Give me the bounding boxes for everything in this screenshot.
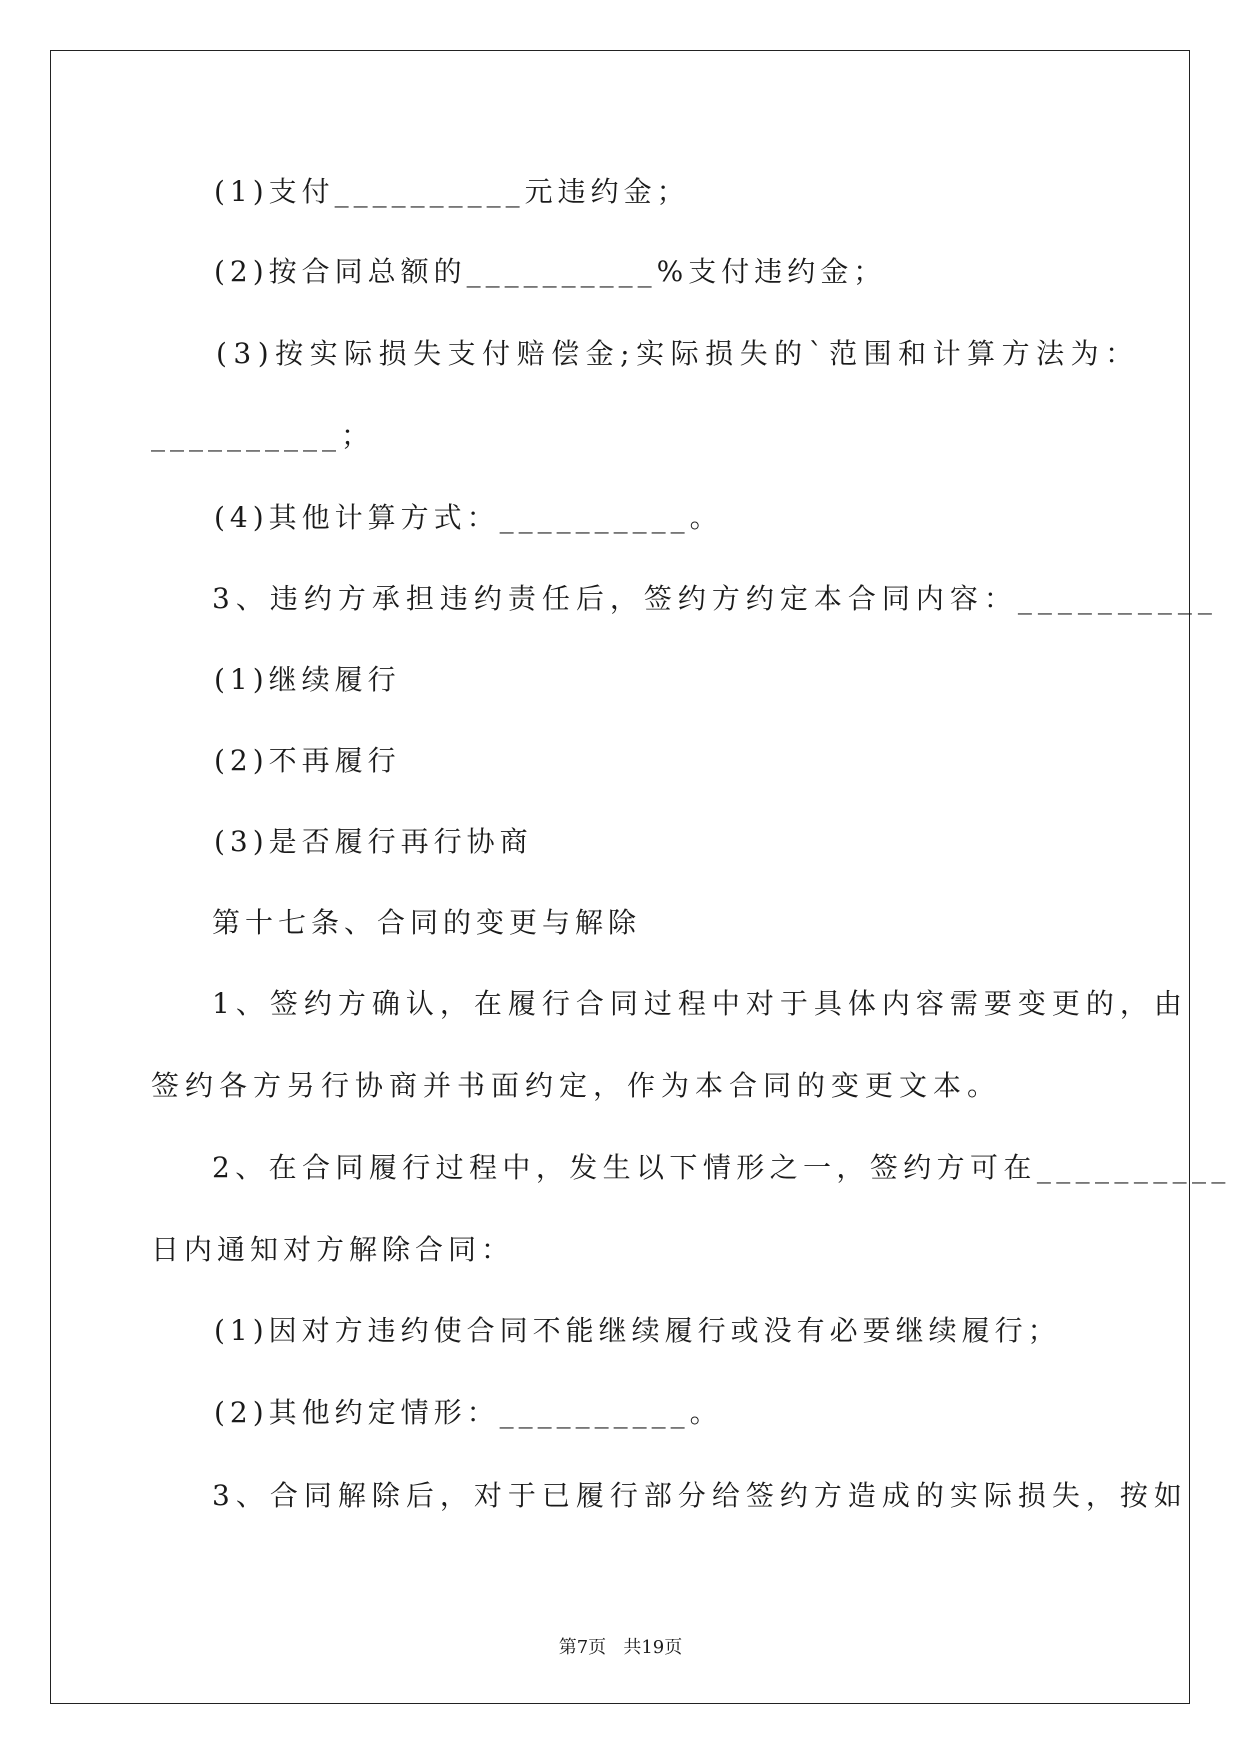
- text-line: (2)按合同总额的__________%支付违约金；: [214, 255, 887, 288]
- text-line: 1、签约方确认，在履行合同过程中对于具体内容需要变更的，由: [212, 987, 1188, 1020]
- text-line: (3)按实际损失支付赔偿金;实际损失的`范围和计算方法为：: [216, 337, 1140, 370]
- text-line: (1)继续履行: [214, 663, 401, 696]
- text-line: 2、在合同履行过程中，发生以下情形之一，签约方可在__________: [212, 1151, 1231, 1184]
- text-line: 签约各方另行协商并书面约定，作为本合同的变更文本。: [151, 1069, 1002, 1102]
- text-line: __________；: [151, 419, 375, 452]
- text-line: (1)因对方违约使合同不能继续履行或没有必要继续履行；: [214, 1314, 1061, 1347]
- section-heading: 第十七条、合同的变更与解除: [212, 906, 642, 939]
- text-line: (3)是否履行再行协商: [214, 825, 533, 858]
- page-border: [50, 50, 1190, 1704]
- text-line: (4)其他计算方式：__________。: [214, 501, 723, 534]
- text-line: (2)其他约定情形：__________。: [214, 1396, 723, 1429]
- page-number-footer: 第7页 共19页: [558, 1637, 683, 1658]
- text-line: 日内通知对方解除合同：: [151, 1233, 515, 1266]
- text-line: (2)不再履行: [214, 744, 401, 777]
- text-line: 3、违约方承担违约责任后，签约方约定本合同内容：__________: [212, 582, 1218, 615]
- text-line: 3、合同解除后，对于已履行部分给签约方造成的实际损失，按如: [212, 1479, 1188, 1512]
- text-line: (1)支付__________元违约金；: [214, 175, 690, 208]
